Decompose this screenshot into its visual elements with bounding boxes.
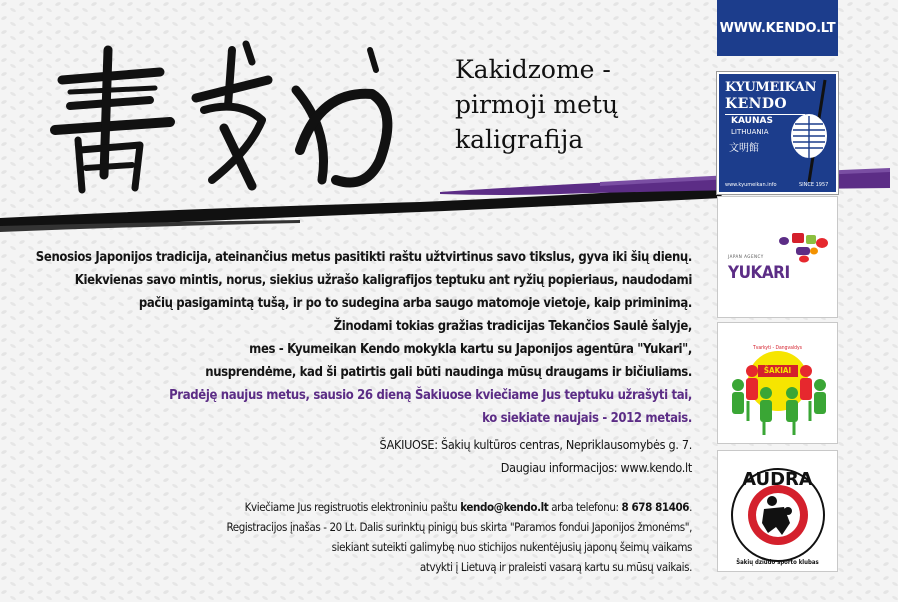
intro-line-6: nusprendėme, kad ši patirtis gali būti naudinga mūsų draugams ir bičiuliams. [205, 365, 692, 380]
intro-line-2: Kiekvienas savo mintis, norus, siekius užrašo kaligrafijos teptuku ant ryžių popieriaus, naudodami [74, 273, 692, 288]
kendo-logo-line2: KENDO [725, 96, 787, 112]
invitation-line-1: Pradėję naujus metus, sausio 26 dieną Šakiuose kviečiame Jus teptuku užrašyti tai, [169, 388, 692, 403]
intro-line-1: Senosios Japonijos tradicija, ateinančius metus pasitikti raštu užtvirtinus savo tikslus, gyva iki šių dienų. [35, 250, 692, 265]
kendo-logo-line4: LITHUANIA [731, 128, 769, 136]
venue-address: ŠAKIUOSE: Šakių kultūros centras, Nepriklausomybės g. 7. [379, 437, 692, 452]
kyumeikan-kendo-logo [717, 72, 838, 194]
registration-line-2: Registracijos įnašas - 20 Lt. Dalis surinktų pinigų bus skirta "Paramos fondui Japonijos žmonėms", [226, 520, 692, 534]
kendo-logo-line3: KAUNAS [731, 116, 773, 126]
registration-middle: arba telefonu: [548, 500, 622, 514]
invitation-line-2: ko siekiate naujais - 2012 metais. [482, 411, 692, 426]
website-banner: WWW.KENDO.LT [717, 0, 838, 56]
audra-judo-club-logo [717, 450, 838, 572]
kendo-logo-url: www.kyumeikan.info [725, 182, 777, 188]
title-line-2: pirmoji metų [455, 90, 619, 119]
registration-suffix: . [689, 500, 692, 514]
yukari-name: YUKARI [728, 263, 790, 283]
more-info-line: Daugiau informacijos: www.kendo.lt [500, 460, 692, 475]
kanji-seal-icon [729, 140, 769, 154]
people-circle-icon [718, 323, 838, 444]
yukari-agency-logo [717, 196, 838, 318]
intro-line-4: Žinodami tokias gražias tradicijas Tekančios Saulė šalyje, [333, 319, 692, 334]
team-logo-badge: ŠAKIAI [763, 366, 792, 375]
sakiai-community-logo [717, 322, 838, 444]
intro-text [36, 246, 692, 430]
intro-line-5: mes - Kyumeikan Kendo mokykla kartu su Japonijos agentūra "Yukari", [249, 342, 692, 357]
title-line-3: kaligrafija [455, 125, 584, 154]
kendo-logo-line1: KYUMEIKAN [725, 80, 817, 95]
intro-line-3: pačių pasigamintą tušą, ir po to sudegina arba saugo matomoje vietoje, kaip priminimą. [138, 296, 692, 311]
venue-info [380, 433, 692, 479]
registration-prefix: Kviečiame Jus registruotis elektroniniu paštu [244, 500, 461, 514]
registration-line-1 [226, 497, 692, 517]
audra-ring-text: Šakių dziudo sporto klubas [736, 559, 819, 566]
registration-line-4: atvykti į Lietuvą ir praleisti vasarą kartu su mūsų vaikais. [419, 560, 692, 574]
yukari-agency-label: JAPAN AGENCY [728, 255, 764, 260]
registration-phone: 8 678 81406 [621, 500, 690, 514]
registration-line-3: siekiant suteikti galimybę nuo stichijos nukentėjusių japonų šeimų vaikams [331, 540, 692, 554]
poster-title [455, 52, 695, 157]
registration-info [226, 497, 692, 577]
team-logo-label: Tvarkyti - Dangvaldys [752, 345, 803, 351]
kendo-logo-since: SINCE 1957 [799, 182, 829, 188]
title-line-1: Kakidzome - [455, 55, 611, 84]
audra-name: AUDRA [742, 469, 813, 490]
registration-email: kendo@kendo.lt [460, 500, 549, 514]
svg-text:文明館: 文明館 [729, 143, 759, 154]
kendo-helmet-icon [779, 78, 835, 184]
